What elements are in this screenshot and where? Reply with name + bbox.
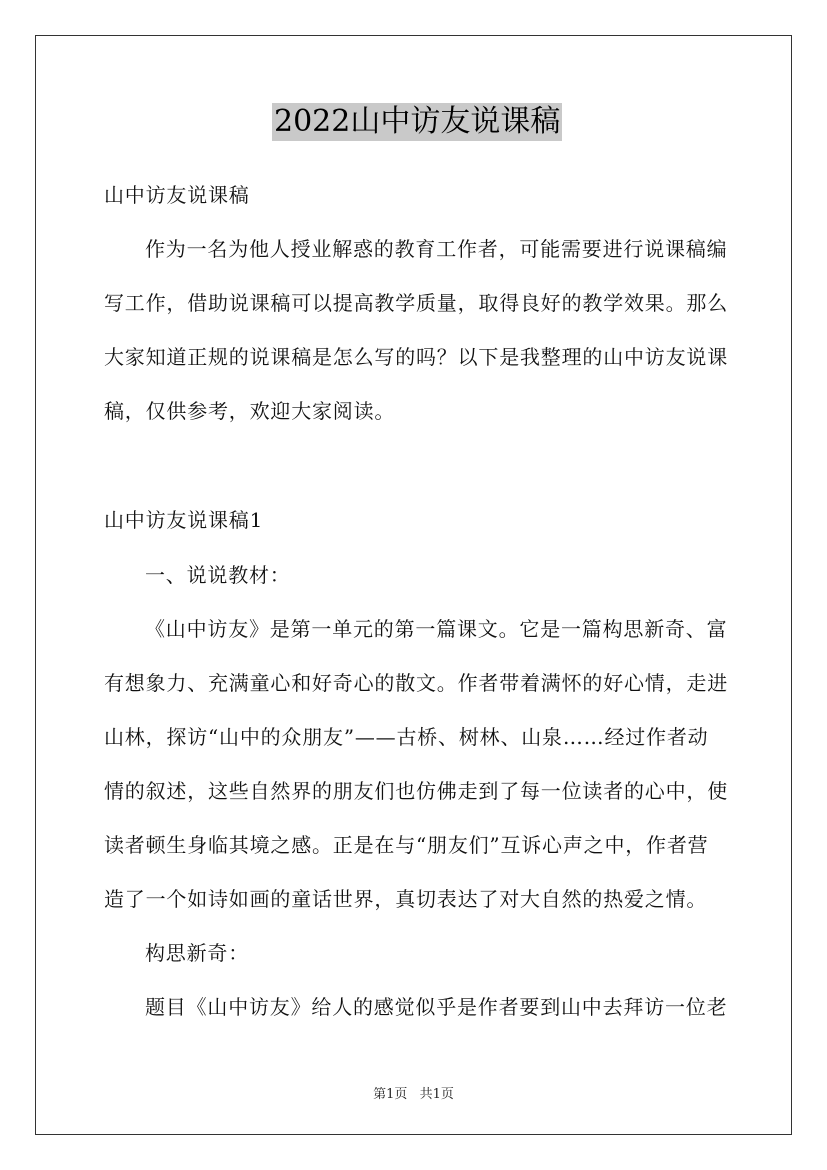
subsection-heading: 构思新奇： [145,941,249,965]
document-title: 2022山中访友说课稿 [274,104,561,139]
section-heading: 山中访友说课稿1 [104,508,264,532]
paragraph-line: 读者顿生身临其境之感。正是在与“朋友们”互诉心声之中，作者营 [104,833,709,857]
paragraph-line: 大家知道正规的说课稿是怎么写的吗？以下是我整理的山中访友说课 [104,345,728,369]
paragraph-line: 有想象力、充满童心和好奇心的散文。作者带着满怀的好心情，走进 [104,671,728,695]
page-footer [0,1083,827,1102]
paragraph-line: 稿，仅供参考，欢迎大家阅读。 [104,399,396,423]
paragraph-line: 情的叙述，这些自然界的朋友们也仿佛走到了每一位读者的心中，使 [104,779,728,803]
page-number: 第1页 [373,1087,408,1102]
subsection-heading: 一、说说教材： [145,563,291,587]
paragraph-line: 作为一名为他人授业解惑的教育工作者，可能需要进行说课稿编 [145,237,728,261]
paragraph-line: 《山中访友》是第一单元的第一篇课文。它是一篇构思新奇、富 [145,617,728,641]
page-total: 共1页 [419,1087,454,1102]
paragraph-line: 题目《山中访友》给人的感觉似乎是作者要到山中去拜访一位老 [145,995,728,1019]
paragraph-line: 山林，探访“山中的众朋友”——古桥、树林、山泉……经过作者动 [104,725,709,749]
paragraph-line: 写工作，借助说课稿可以提高教学质量，取得良好的教学效果。那么 [104,291,728,315]
section-heading: 山中访友说课稿 [104,183,250,207]
paragraph-line: 造了一个如诗如画的童话世界，真切表达了对大自然的热爱之情。 [104,887,708,911]
